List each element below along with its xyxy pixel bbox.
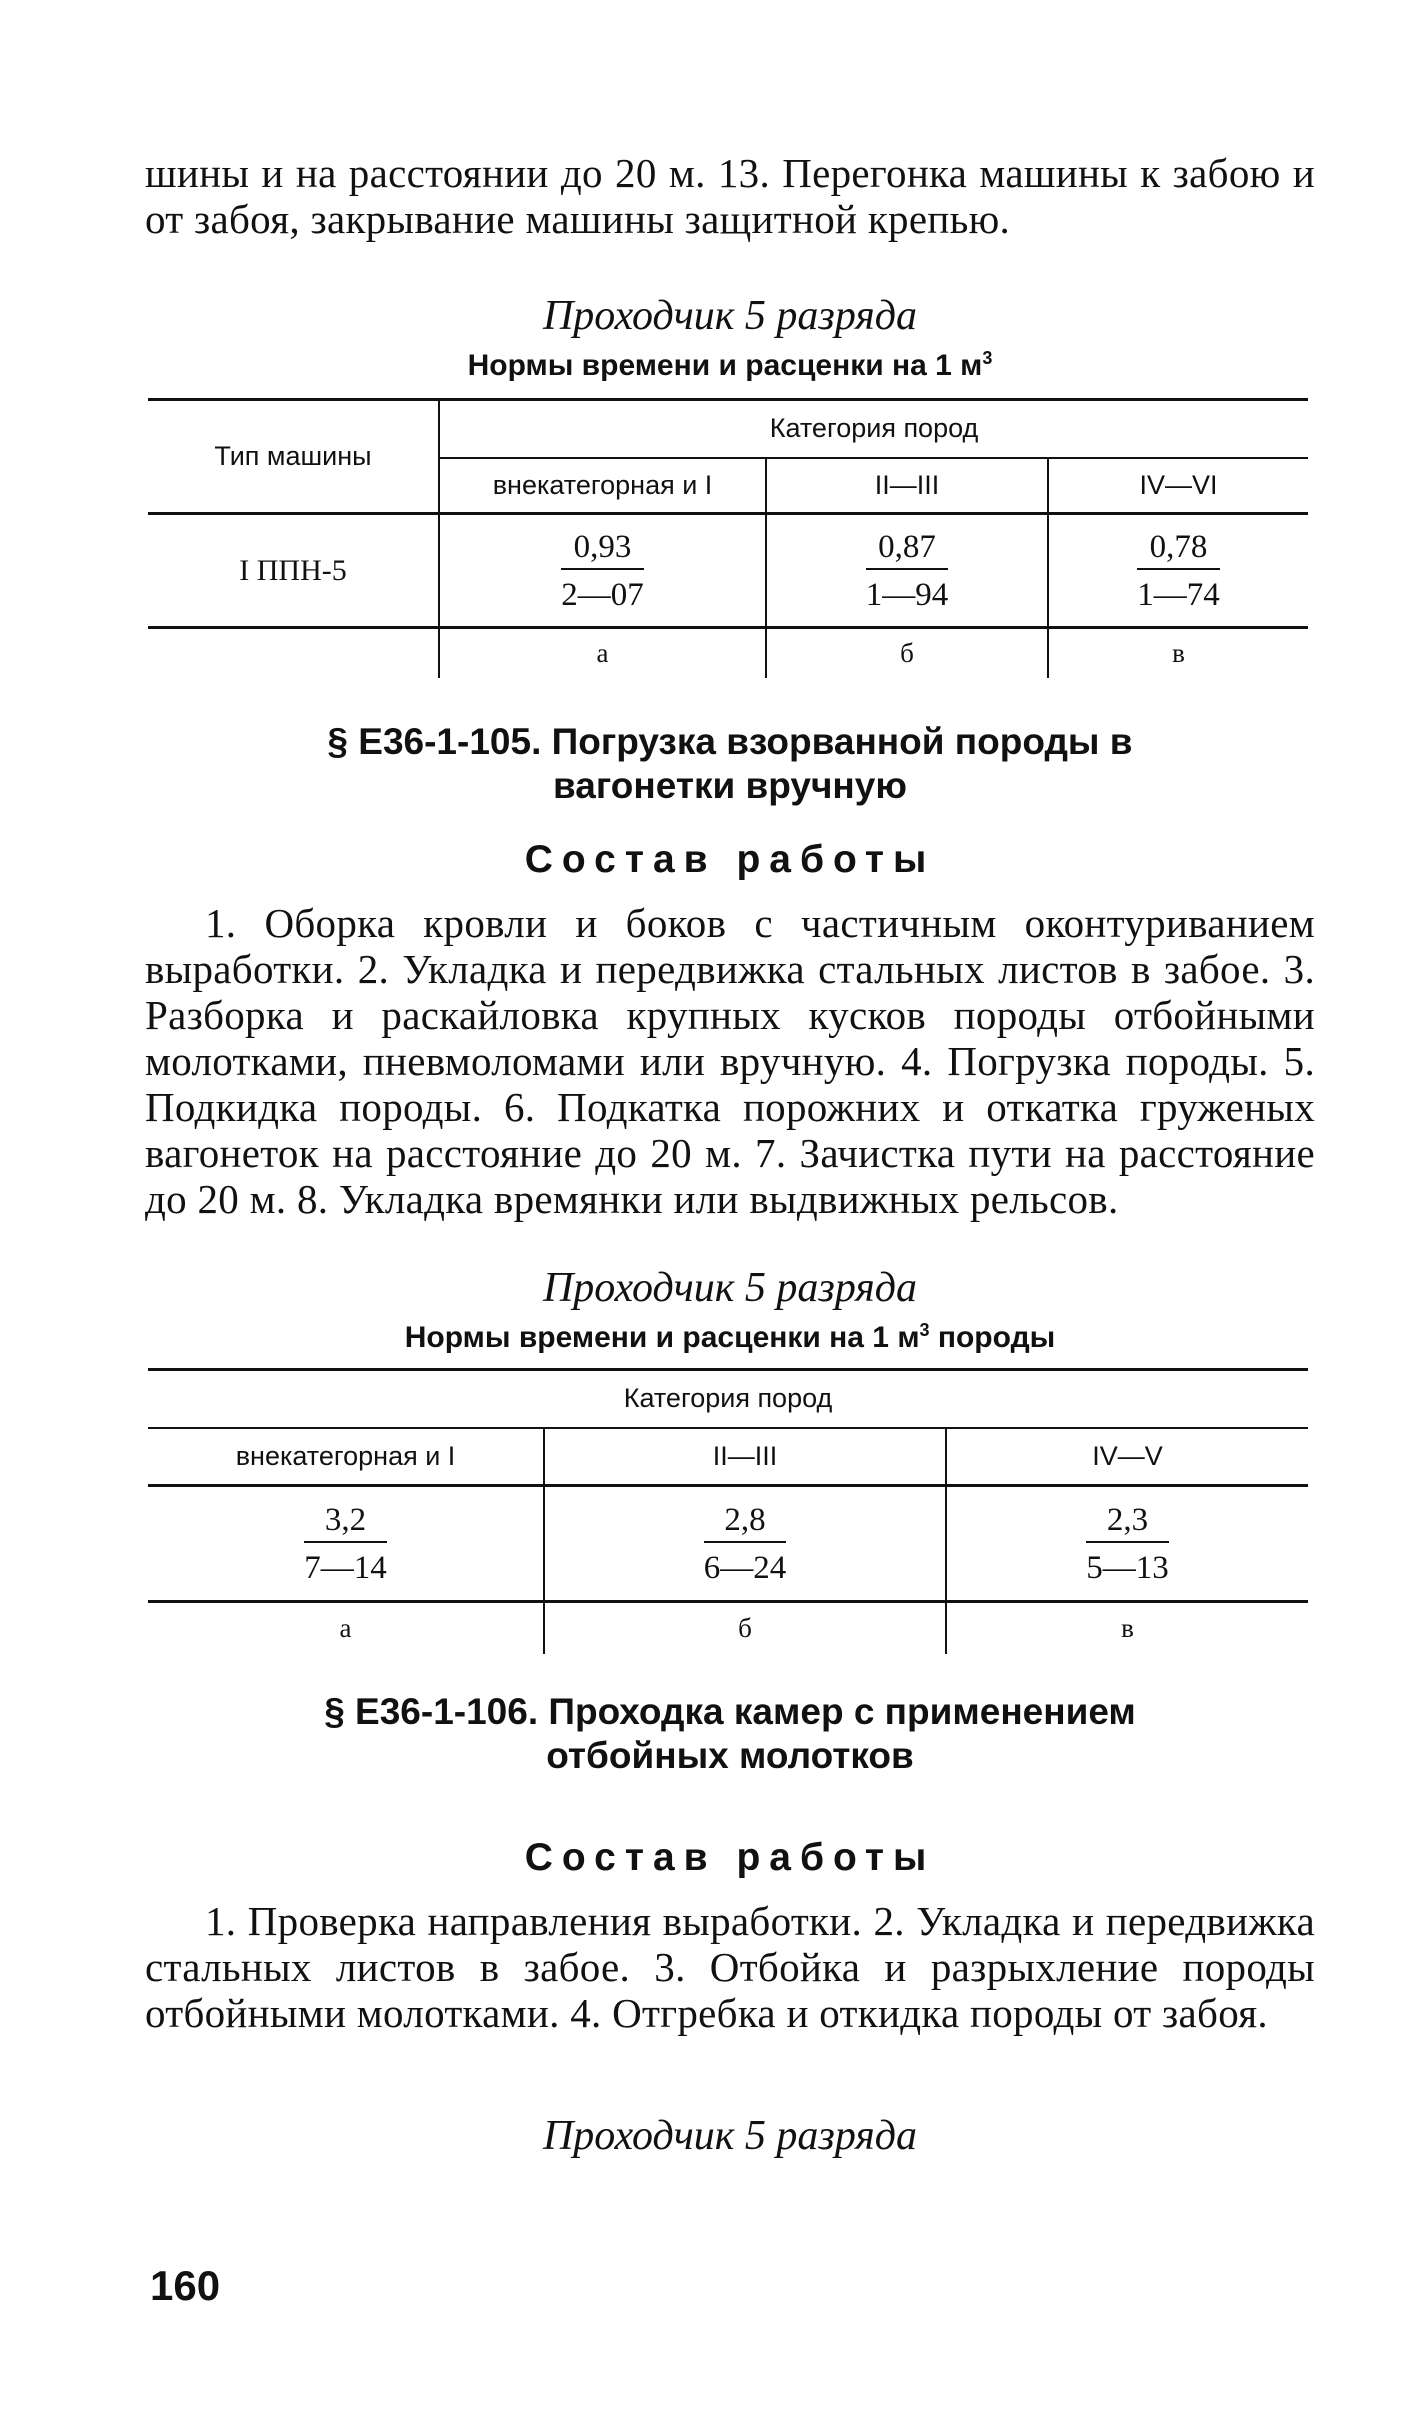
col-header-2c: IV—V xyxy=(946,1428,1308,1486)
machine-type-header: Тип машины xyxy=(214,441,372,471)
footer-letter-2a: а xyxy=(339,1612,352,1643)
rate-2c: 5—13 xyxy=(1086,1549,1169,1586)
norm-2a: 3,2 xyxy=(304,1501,387,1543)
value-cell-1c xyxy=(1048,514,1308,628)
fraction-1a xyxy=(561,528,644,614)
fraction-2a xyxy=(304,1501,387,1587)
norms-subtitle-2-sup: 3 xyxy=(919,1320,930,1340)
fraction-1c xyxy=(1137,528,1220,614)
footer-letter-2c: в xyxy=(946,1602,1308,1654)
col-header-2a: внекатегорная и I xyxy=(235,1440,456,1471)
value-cell-2b xyxy=(544,1486,946,1602)
norms-table-2 xyxy=(148,1368,1308,1654)
section-105-heading: § Е36-1-105. Погрузка взорванной породы в вагонетки вручную xyxy=(327,721,1133,806)
category-header-2: Категория пород xyxy=(148,1370,1308,1428)
footer-letter-1c: в xyxy=(1048,628,1308,678)
rate-1a: 2—07 xyxy=(561,576,644,613)
composition-title-105: Состав работы xyxy=(524,838,936,881)
category-header-1: Категория пород xyxy=(439,400,1308,458)
fraction-2b xyxy=(704,1501,787,1587)
norms-subtitle-1-sup: 3 xyxy=(982,348,993,368)
rate-1b: 1—94 xyxy=(865,576,949,613)
value-cell-2a xyxy=(148,1486,544,1602)
value-cell-1a xyxy=(439,514,766,628)
col-header-1a: внекатегорная и I xyxy=(439,458,766,514)
composition-title-106: Состав работы xyxy=(524,1836,936,1879)
value-cell-1b xyxy=(766,514,1048,628)
norms-subtitle-1 xyxy=(145,348,1315,384)
footer-empty-1 xyxy=(148,628,439,678)
norms-subtitle-2 xyxy=(145,1320,1315,1356)
norm-1c: 0,78 xyxy=(1137,528,1220,570)
norms-subtitle-2-text: Нормы времени и расценки на 1 м xyxy=(404,1321,920,1354)
intro-paragraph: шины и на расстоянии до 20 м. 13. Перегонка машины к забою и от забоя, закрывание машины защитной крепью. xyxy=(145,150,1315,242)
col-header-2b: II—III xyxy=(544,1428,946,1486)
page-number: 160 xyxy=(150,2262,221,2309)
rate-2b: 6—24 xyxy=(703,1549,787,1586)
norm-2b: 2,8 xyxy=(704,1501,787,1543)
footer-letter-2b: б xyxy=(544,1602,946,1654)
rate-1c: 1—74 xyxy=(1137,576,1220,613)
col-header-1c: IV—VI xyxy=(1048,458,1308,514)
norms-table-1 xyxy=(148,398,1308,678)
worker-title-1: Проходчик 5 разряда xyxy=(542,293,918,339)
norm-1b: 0,87 xyxy=(866,528,949,570)
worker-title-3: Проходчик 5 разряда xyxy=(542,2113,918,2159)
value-cell-2c xyxy=(946,1486,1308,1602)
worker-title-2: Проходчик 5 разряда xyxy=(542,1265,918,1311)
norms-subtitle-2-tail: породы xyxy=(929,1321,1056,1354)
fraction-2c xyxy=(1086,1501,1169,1587)
norms-subtitle-1-text: Нормы времени и расценки на 1 м xyxy=(467,349,983,382)
fraction-1b xyxy=(866,528,949,614)
norm-2c: 2,3 xyxy=(1086,1501,1169,1543)
composition-text-105: 1. Оборка кровли и боков с частичным оконтуриванием выработки. 2. Укладка и передвижка стальных листов в забое. 3. Разборка и раскайловка крупных кусков породы отбойными молотками, пневмоломами или вручную. 4. Погрузка породы. 5. Подкидка породы. 6. Подкатка порожних и откатка груженых вагонеток на расстояние до 20 м. 7. Зачистка пути на расстояние до 20 м. 8. Укладка времянки или выдвижных рельсов. xyxy=(145,900,1315,1222)
composition-text-106: 1. Проверка направления выработки. 2. Укладка и передвижка стальных листов в забое. 3. Отбойка и разрыхление породы отбойными молотками. 4. Отгребка и откидка породы от забоя. xyxy=(145,1898,1315,2036)
machine-row-label: I ППН-5 xyxy=(239,553,347,587)
section-106-heading: § Е36-1-106. Проходка камер с применением отбойных молотков xyxy=(324,1691,1136,1776)
rate-2a: 7—14 xyxy=(304,1549,387,1586)
col-header-1b: II—III xyxy=(766,458,1048,514)
norm-1a: 0,93 xyxy=(561,528,644,570)
footer-letter-1b: б xyxy=(766,628,1048,678)
footer-letter-1a: а xyxy=(439,628,766,678)
